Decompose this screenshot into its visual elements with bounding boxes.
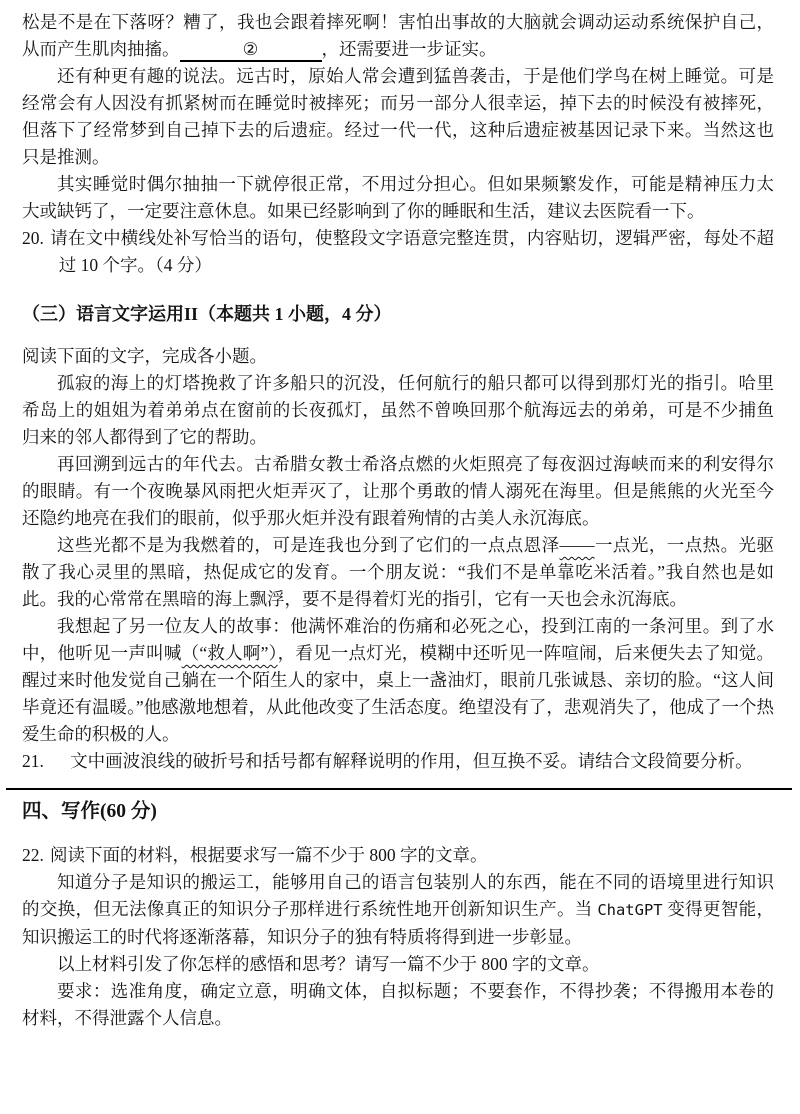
passage-paragraph: 其实睡觉时偶尔抽抽一下就停很正常，不用过分担心。但如果频繁发作，可能是精神压力太大或缺钙了，一定要注意休息。如果已经影响到了你的睡眠和生活，建议去医院看一下。: [22, 174, 774, 221]
passage-text: 我想起了另一位友人的故事：他满怀难治的伤痛和必死之心，投到江南的一条河里。到了水中，他听见一声叫喊: [22, 615, 774, 663]
material-text: 变得更智能，知识搬运工的时代将逐渐落幕，知识分子的独有特质将得到进一步彰显。: [22, 899, 775, 948]
passage-text: ，看见一点灯光，模糊中还听见一阵喧闹，后来便失去了知觉。醒过来时他发觉自己躺在一个陌生人的家中，桌上一盏油灯，眼前几张诚恳、亲切的脸。“这人间毕竟还有温暖。”他感激地想着，从此他改变了生活态度。绝望没有了，悲观消失了，他成了一个热爱生命的积极的人。: [22, 642, 774, 744]
passage-paragraph: [22, 613, 774, 748]
section-4-heading: 四、写作(60 分): [22, 800, 157, 822]
passage-paragraph: 孤寂的海上的灯塔挽救了许多船只的沉没，任何航行的船只都可以得到那灯光的指引。哈里希岛上的姐姐为着弟弟点在窗前的长夜孤灯，虽然不曾唤回那个航海远去的弟弟，可是不少捕鱼归来的邻人都得到了它的帮助。: [22, 372, 774, 447]
essay-material-paragraph: [22, 869, 774, 951]
essay-requirements: 要求：选准角度，确定立意，明确文体，自拟标题；不要套作，不得抄袭；不得搬用本卷的材料，不得泄露个人信息。: [22, 981, 774, 1029]
fill-in-blank-2: [180, 39, 322, 62]
passage-text: 一点光，一点热。光驱散了我心灵里的黑暗，热促成它的发育。一个朋友说：“我们不是单靠吃米活着。”我自然也是如此。我的心常常在黑暗的海上飘浮，要不是得着灯光的指引，它有一天也会永沉海底。: [22, 534, 775, 609]
question-text: 请在文中横线处补写恰当的语句，使整段文字语意完整连贯，内容贴切，逻辑严密，每处不超过 10 个字。（4 分）: [50, 228, 774, 275]
passage-paragraph: 再回溯到远古的年代去。古希腊女教士希洛点燃的火炬照亮了每夜泅过海峡而来的利安得尔的眼睛。有一个夜晚暴风雨把火炬弄灭了，让那个勇敢的情人溺死在海里。但是熊熊的火光至今还隐约地亮在我们的眼前，似乎那火炬并没有跟着殉情的古美人永沉海底。: [22, 453, 774, 528]
wavy-underlined-parenthetical: （“救人啊”）: [181, 642, 278, 663]
question-20: [22, 225, 774, 279]
question-21: [22, 748, 774, 775]
passage-paragraph: 还有种更有趣的说法。远古时，原始人常会遭到猛兽袭击，于是他们学鸟在树上睡觉。可是经常会有人因没有抓紧树而在睡觉时被摔死；而另一部分人很幸运，掉下去的时候没有被摔死，但落下了经常梦到自己掉下去的后遗症。经过一代一代，这种后遗症被基因记录下来。当然这也只是推测。: [22, 66, 774, 167]
paragraph-continuation: [22, 9, 774, 63]
section-3-heading: （三）语言文字运用II（本题共 1 小题，4 分）: [22, 304, 392, 324]
blank-number-label: ②: [242, 39, 259, 59]
question-text: 阅读下面的材料，根据要求写一篇不少于 800 字的文章。: [50, 845, 488, 866]
chatgpt-term: ChatGPT: [597, 901, 663, 920]
wavy-underlined-dash: ——: [559, 534, 595, 555]
question-22: [22, 842, 774, 869]
passage-text: 松是不是在下落呀？糟了，我也会跟着摔死啊！害怕出事故的大脑就会调动运动系统保护自己，从而产生肌肉抽搐。: [22, 12, 774, 59]
reading-instruction: 阅读下面的文字，完成各小题。: [22, 345, 267, 366]
question-text: 文中画波浪线的破折号和括号都有解释说明的作用，但互换不妥。请结合文段简要分析。: [70, 750, 753, 771]
passage-paragraph: [22, 532, 774, 613]
passage-text: 这些光都不是为我燃着的，可是连我也分到了它们的一点点恩泽: [57, 534, 560, 555]
question-number: 22.: [22, 845, 44, 866]
material-text: 知道分子是知识的搬运工，能够用自己的语言包装别人的东西，能在不同的语境里进行知识的交换，但无法像真正的知识分子那样进行系统性地开创新知识生产。当: [22, 872, 774, 920]
passage-text: ，还需要进一步证实。: [321, 39, 497, 59]
question-number: 21.: [22, 750, 44, 771]
section-divider-rule: [6, 788, 792, 790]
essay-prompt: 以上材料引发了你怎样的感悟和思考？请写一篇不少于 800 字的文章。: [57, 954, 600, 975]
question-number: 20.: [22, 228, 44, 248]
